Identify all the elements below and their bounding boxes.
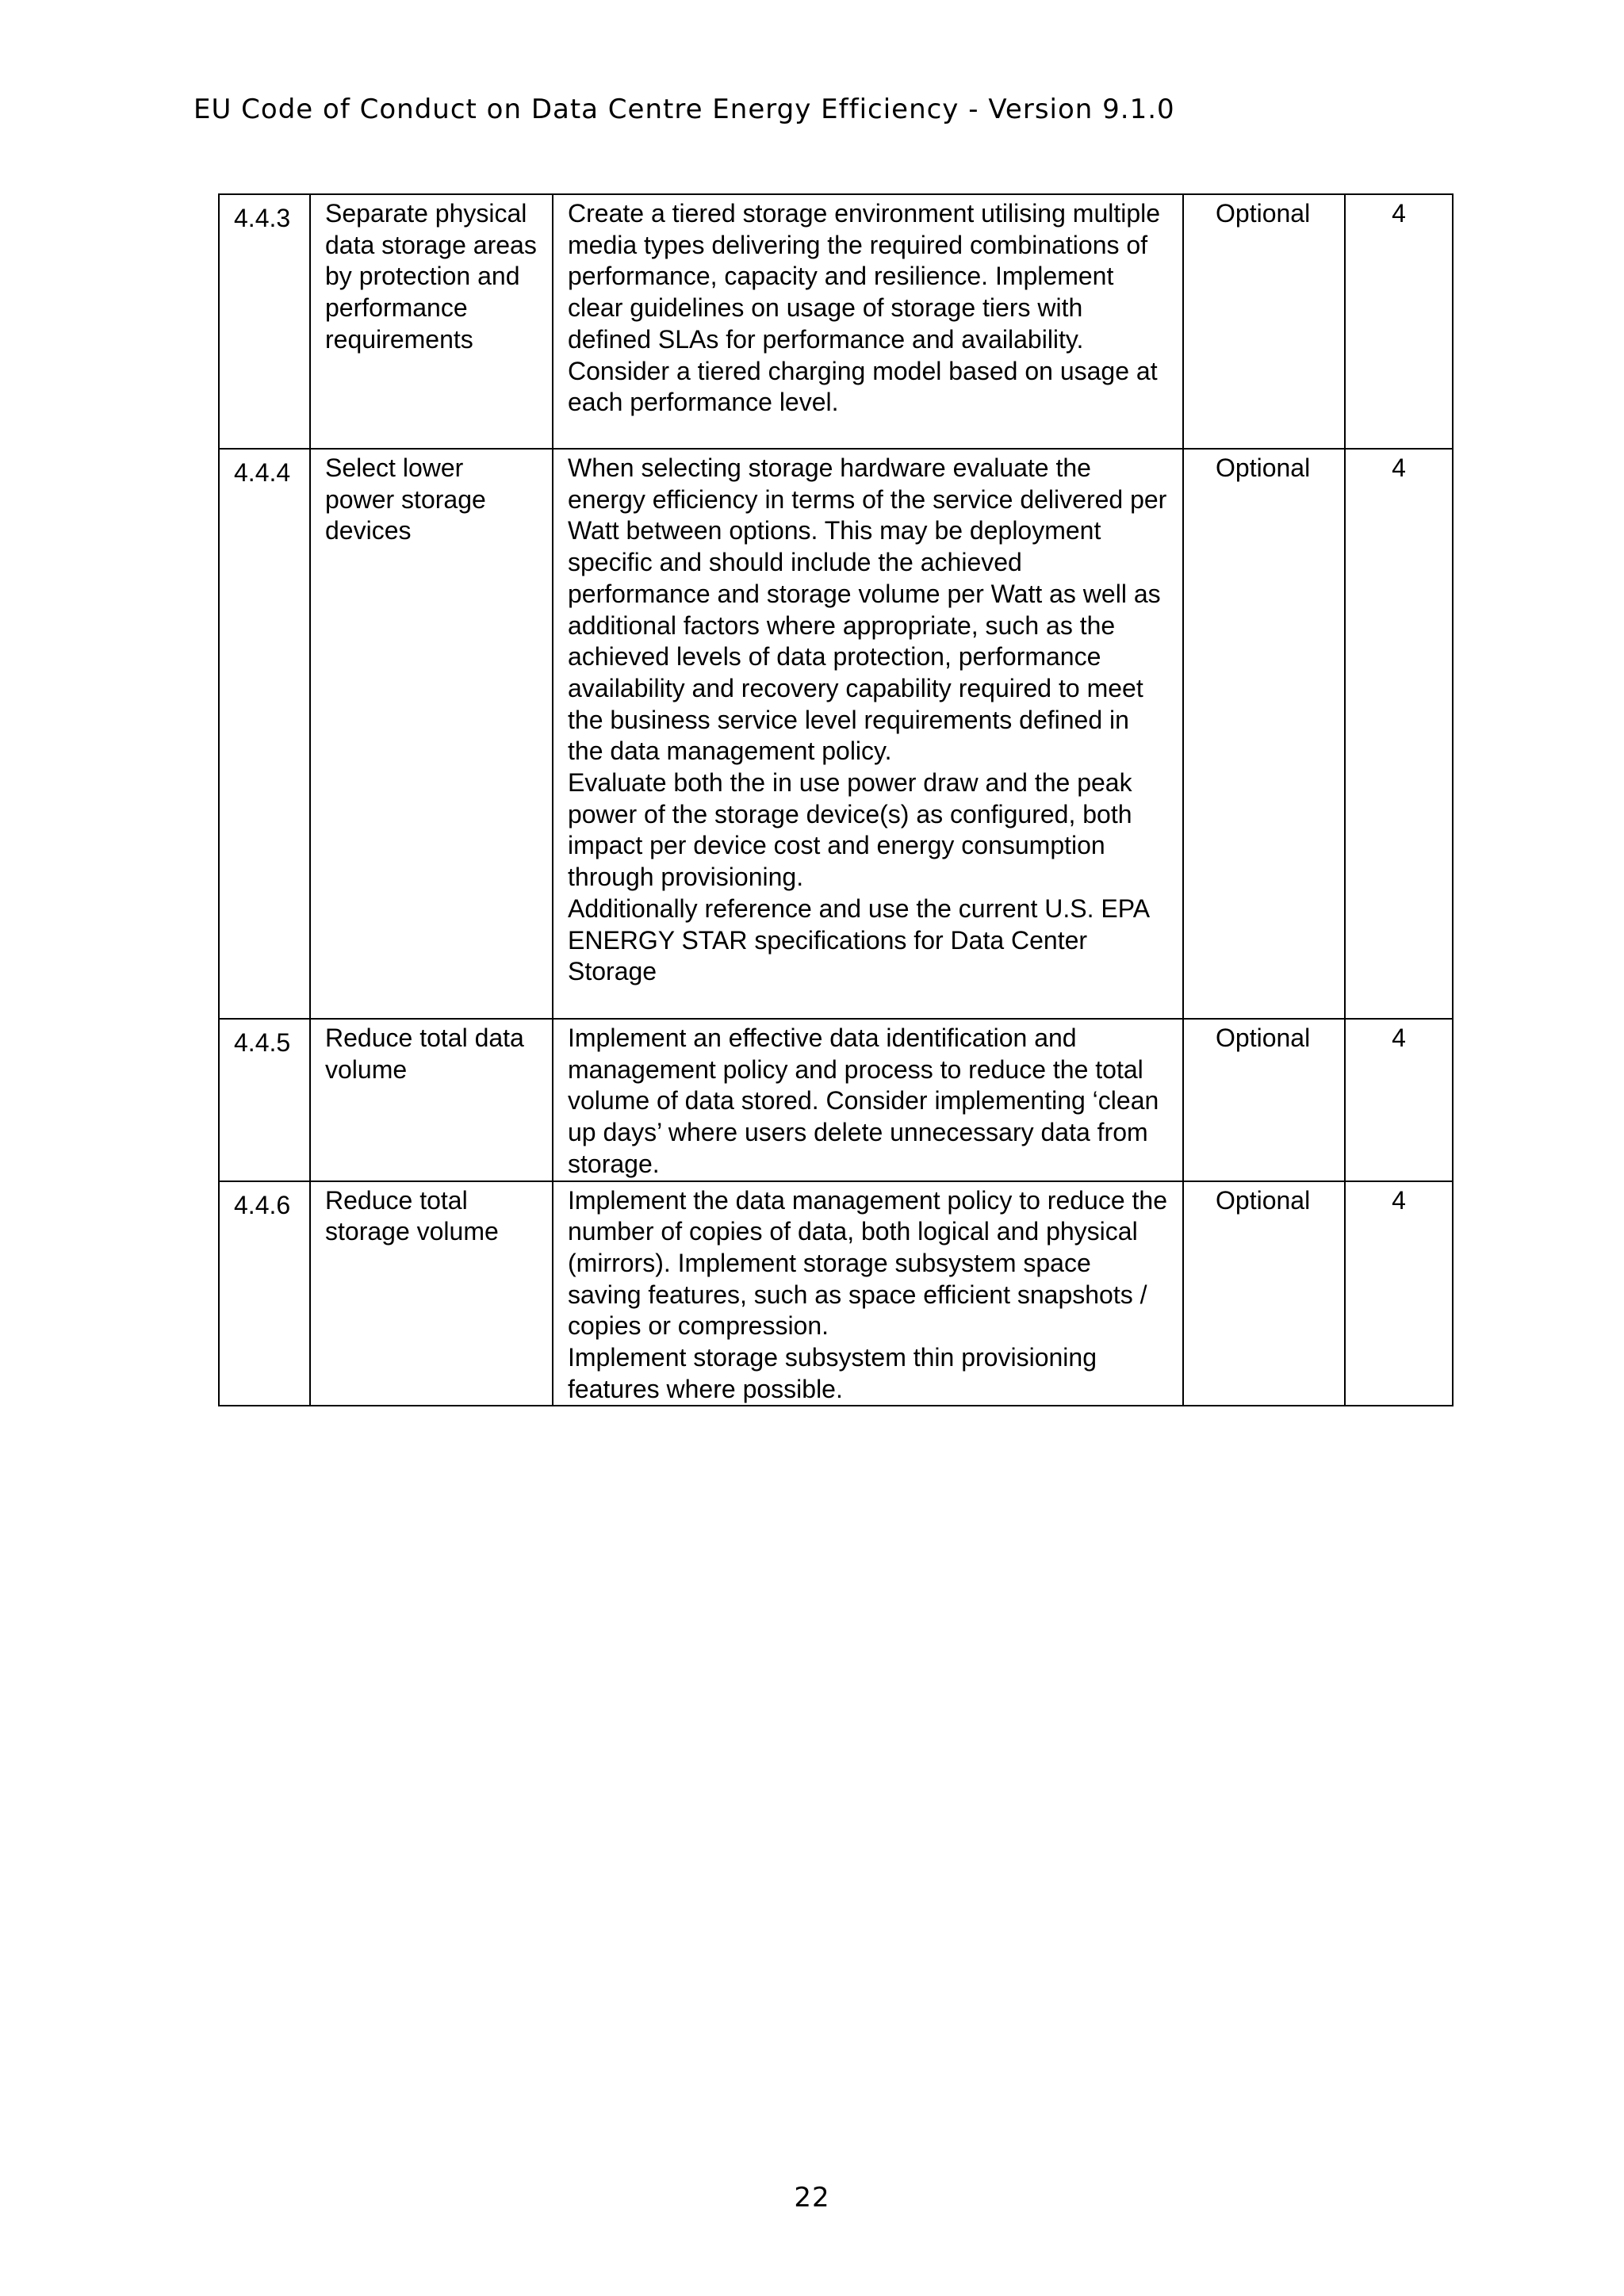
table-row [219, 194, 1453, 449]
practice-ref: 4.4.4 [219, 449, 310, 1019]
practice-name: Reduce total storage volume [310, 1181, 553, 1406]
practice-description [553, 1181, 1183, 1406]
practice-description [553, 194, 1183, 449]
page-header: EU Code of Conduct on Data Centre Energy Efficiency - Version 9.1.0 [193, 94, 1175, 125]
practice-status: Optional [1183, 449, 1345, 1019]
practice-value: 4 [1345, 1019, 1453, 1181]
practice-status: Optional [1183, 194, 1345, 449]
description-paragraph: Evaluate both the in use power draw and the peak power of the storage device(s) as configured, both impact per device cost and energy consumption through provisioning. [568, 768, 1132, 892]
table-row [219, 1019, 1453, 1181]
practice-name: Select lower power storage devices [310, 449, 553, 1019]
page-number: 22 [794, 2182, 830, 2214]
practice-value: 4 [1345, 1181, 1453, 1406]
practices-table [218, 193, 1454, 1406]
practice-name: Separate physical data storage areas by protection and performance requirements [310, 194, 553, 449]
practice-value: 4 [1345, 449, 1453, 1019]
practice-description [553, 1019, 1183, 1181]
description-paragraph: Additionally reference and use the current U.S. EPA ENERGY STAR specifications for Data Center Storage [568, 894, 1149, 986]
practice-ref: 4.4.5 [219, 1019, 310, 1181]
table-row [219, 1181, 1453, 1406]
practice-ref: 4.4.3 [219, 194, 310, 449]
description-paragraph: Implement storage subsystem thin provisioning features where possible. [568, 1343, 1097, 1403]
practice-status: Optional [1183, 1019, 1345, 1181]
description-paragraph: Create a tiered storage environment utilising multiple media types delivering the required combinations of performance, capacity and resilience. Implement clear guidelines on usage of storage tiers with defined SLAs for performance and availability. Consider a tiered charging model based on usage at each performance level. [568, 199, 1161, 417]
description-paragraph: Implement the data management policy to reduce the number of copies of data, both logical and physical (mirrors). Implement storage subsystem space saving features, such as space efficient snapshots / copies or compression. [568, 1185, 1167, 1341]
practice-value: 4 [1345, 194, 1453, 449]
table-row [219, 449, 1453, 1019]
description-paragraph: Implement an effective data identification and management policy and process to reduce the total volume of data stored. Consider implementing ‘clean up days’ where users delete unnecessary data from storage. [568, 1024, 1159, 1178]
description-paragraph: When selecting storage hardware evaluate the energy efficiency in terms of the service delivered per Watt between options. This may be deployment specific and should include the achieved performance and storage volume per Watt as well as additional factors where appropriate, such as the achieved levels of data protection, performance availability and recovery capability required to meet the business service level requirements defined in the data management policy. [568, 453, 1167, 766]
practice-description [553, 449, 1183, 1019]
practice-name: Reduce total data volume [310, 1019, 553, 1181]
practice-ref: 4.4.6 [219, 1181, 310, 1406]
practice-status: Optional [1183, 1181, 1345, 1406]
